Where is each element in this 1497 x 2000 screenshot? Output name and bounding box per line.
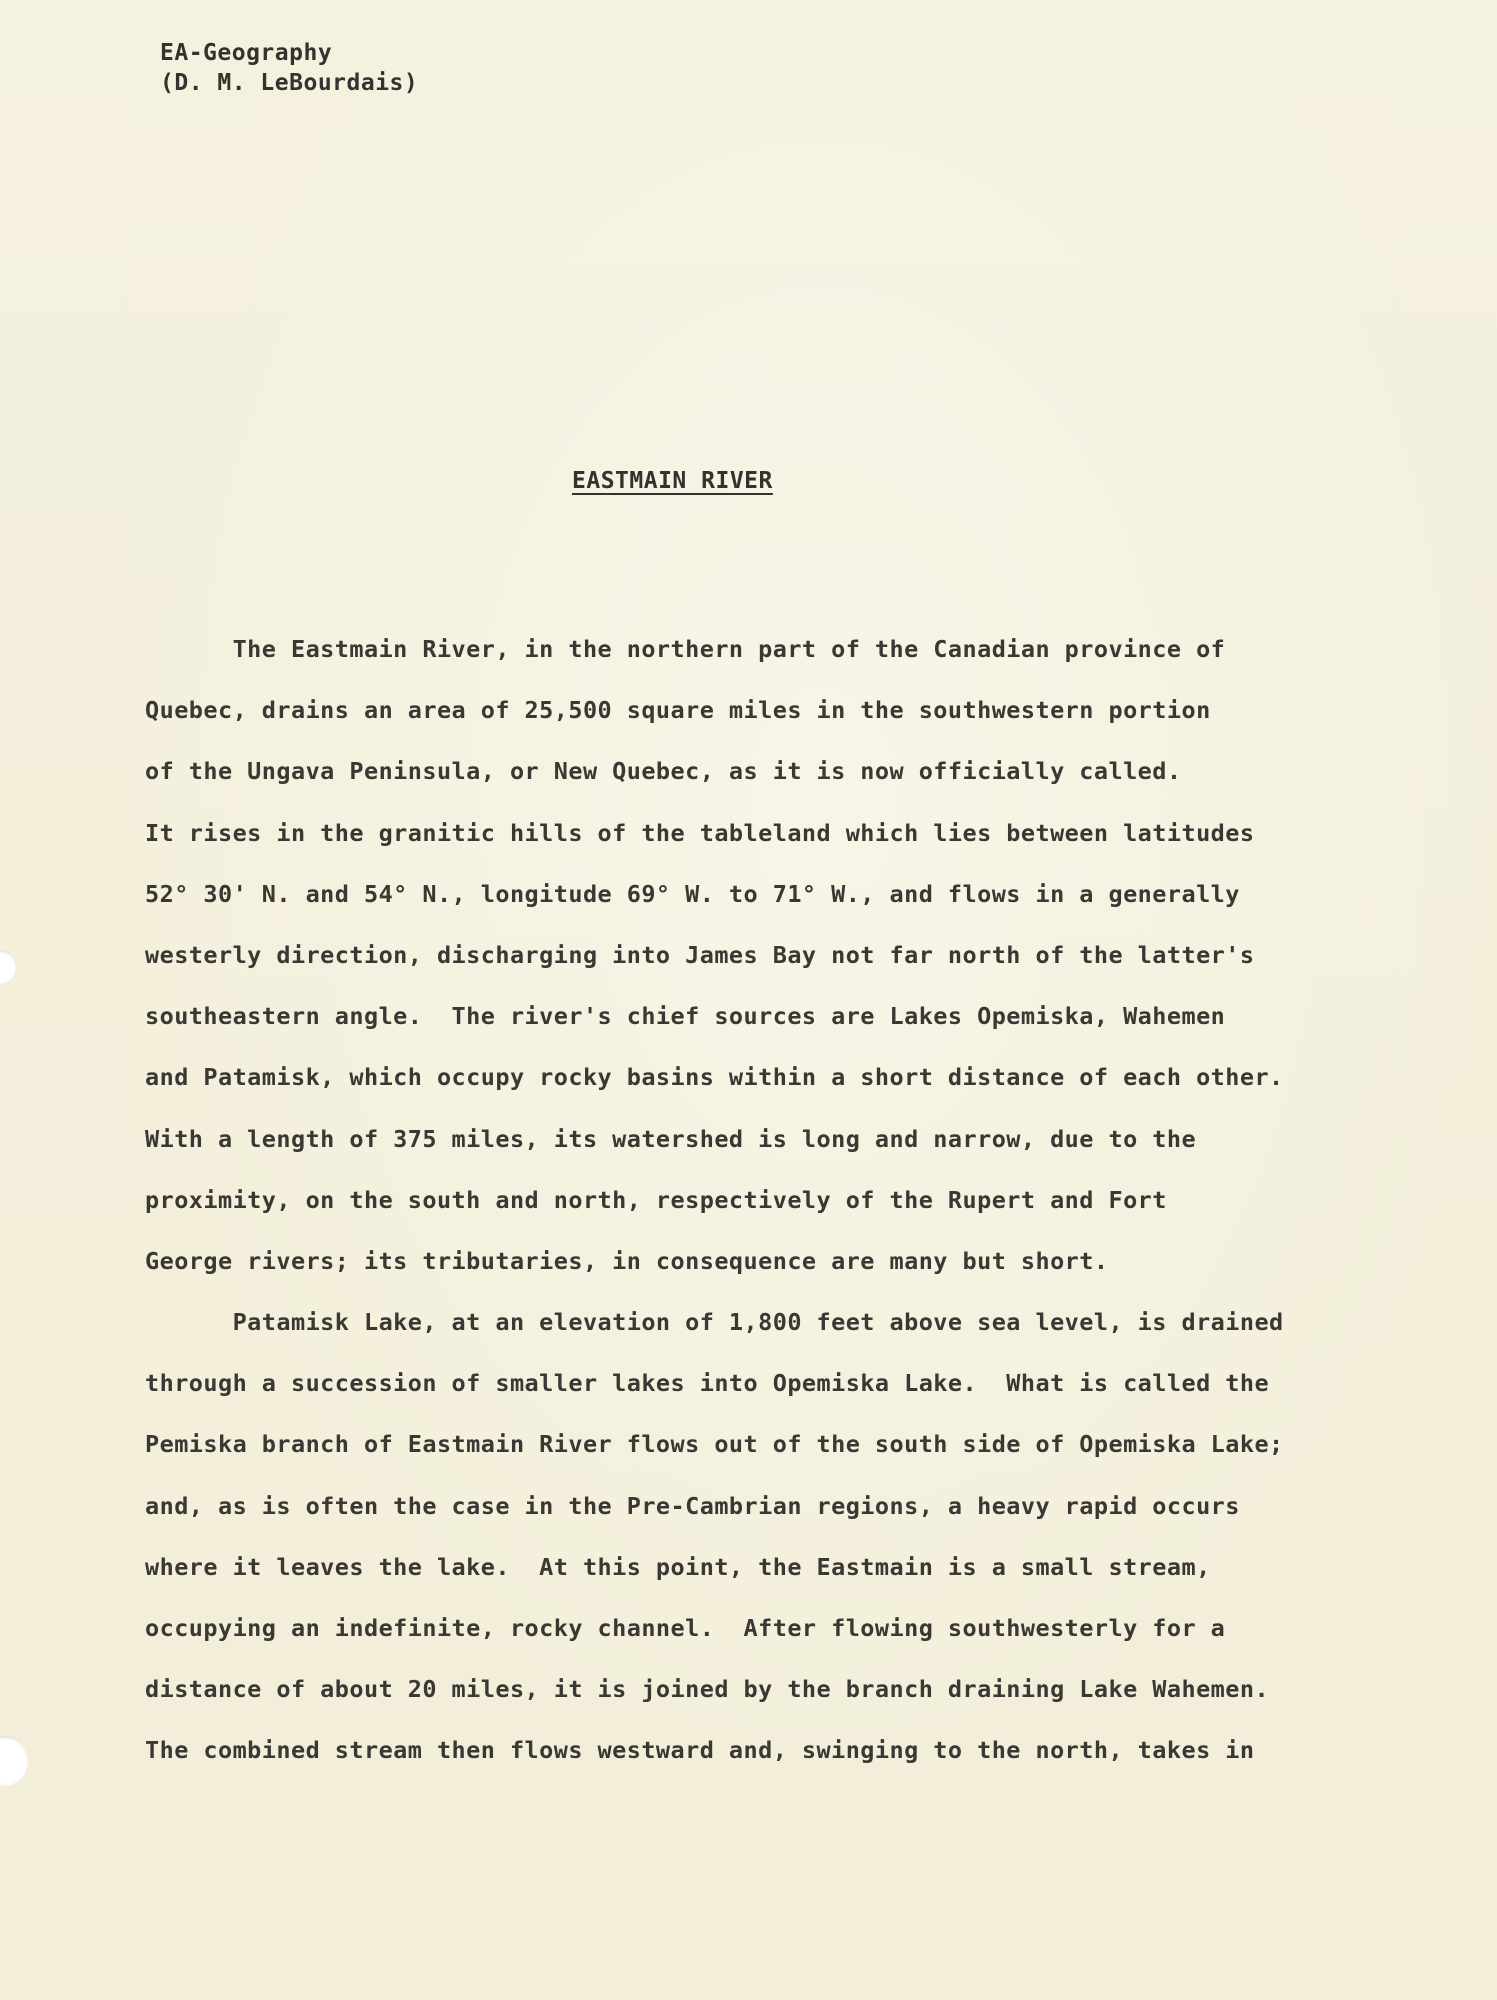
document-title: EASTMAIN RIVER <box>572 468 773 494</box>
body-line: occupying an indefinite, rocky channel. After flowing southwesterly for a <box>145 1614 1226 1642</box>
body-line: proximity, on the south and north, respectively of the Rupert and Fort <box>145 1185 1167 1214</box>
body-line: through a succession of smaller lakes into Opemiska Lake. What is called the <box>145 1369 1270 1398</box>
header-author: (D. M. LeBourdais) <box>160 70 419 96</box>
header-category: EA-Geography <box>160 40 333 66</box>
body-line: distance of about 20 miles, it is joined by the branch draining Lake Wahemen. <box>145 1675 1270 1704</box>
punch-hole <box>0 1736 28 1786</box>
body-line: southeastern angle. The river's chief sources are Lakes Opemiska, Wahemen <box>145 1002 1226 1031</box>
body-line: and Patamisk, which occupy rocky basins within a short distance of each other. <box>145 1063 1284 1092</box>
body-line: 52° 30' N. and 54° N., longitude 69° W. to 71° W., and flows in a generally <box>145 879 1240 908</box>
body-line: The Eastmain River, in the northern part of the Canadian province of <box>145 635 1226 663</box>
body-line: westerly direction, discharging into James Bay not far north of the latter's <box>145 940 1255 969</box>
body-line: and, as is often the case in the Pre-Cambrian regions, a heavy rapid occurs <box>145 1491 1240 1520</box>
document-header <box>160 38 418 98</box>
body-line: where it leaves the lake. At this point, the Eastmain is a small stream, <box>145 1552 1211 1581</box>
body-line: Pemiska branch of Eastmain River flows out of the south side of Opemiska Lake; <box>145 1430 1284 1459</box>
body-line: The combined stream then flows westward and, swinging to the north, takes in <box>145 1736 1255 1765</box>
body-line: Patamisk Lake, at an elevation of 1,800 feet above sea level, is drained <box>145 1308 1284 1337</box>
body-line: Quebec, drains an area of 25,500 square miles in the southwestern portion <box>145 696 1211 725</box>
body-line: of the Ungava Peninsula, or New Quebec, as it is now officially called. <box>145 757 1182 786</box>
body-line: It rises in the granitic hills of the tableland which lies between latitudes <box>145 818 1255 847</box>
body-line: George rivers; its tributaries, in consequence are many but short. <box>145 1246 1109 1275</box>
punch-hole <box>0 950 16 984</box>
body-line: With a length of 375 miles, its watershed is long and narrow, due to the <box>145 1124 1197 1153</box>
document-body <box>145 619 1355 1782</box>
